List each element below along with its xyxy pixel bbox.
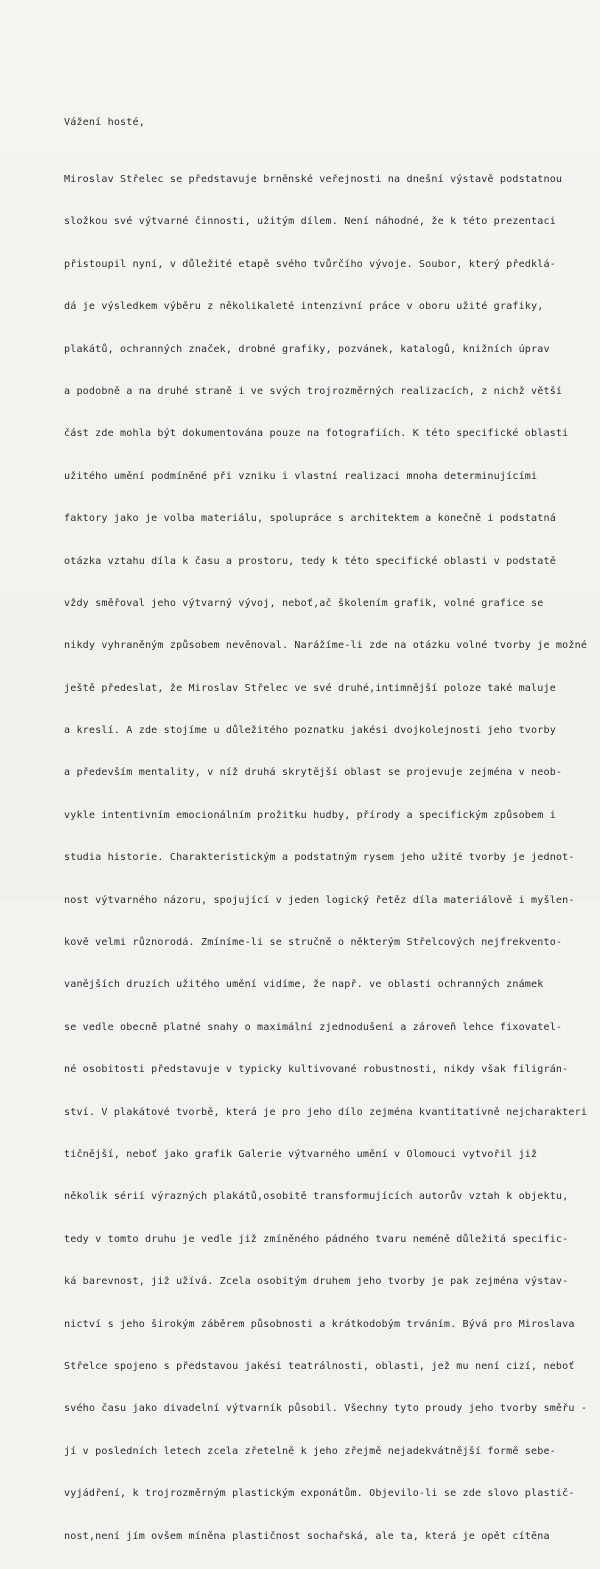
text-line: složkou své výtvarné činnosti, užitým dílem. Není náhodné, že k této prezentaci	[64, 216, 556, 228]
text-line: ství. V plakátové tvorbě, která je pro jeho dílo zejména kvantitativně nejcharakteri	[64, 1106, 588, 1118]
text-line: a kreslí. A zde stojíme u důležitého poznatku jakési dvojkolejnosti jeho tvorby	[64, 725, 556, 737]
text-line: nost,není jím ovšem míněna plastičnost sochařská, ale ta, která je opět cítěna	[64, 1530, 550, 1542]
text-line: Miroslav Střelec se představuje brněnské veřejnosti na dnešní výstavě podstatnou	[64, 174, 563, 185]
letter-body	[64, 148, 587, 1569]
text-line: jí v posledních letech zcela zřetelně k jeho zřejmě nejadekvátnější formě sebe-	[64, 1445, 556, 1457]
text-line: část zde mohla být dokumentována pouze na fotografiích. K této specifické oblasti	[64, 428, 569, 440]
text-line: nikdy vyhraněným způsobem nevěnoval. Narážíme-li zde na otázku volné tvorby je možné	[64, 640, 588, 652]
text-line: kově velmi různorodá. Zmíníme-li se stručně o některým Střelcových nejfrekvento-	[64, 937, 563, 949]
text-line: vykle intentivním emocionálním prožitku hudby, přírody a specifickým způsobem i	[64, 809, 556, 821]
text-line: otázka vztahu díla k času a prostoru, tedy k této specifické oblasti v podstatě	[64, 555, 556, 567]
text-line: studia historie. Charakteristickým a podstatným rysem jeho užité tvorby je jednot-	[64, 852, 575, 864]
text-line: ještě předeslat, že Miroslav Střelec ve své druhé,intimnější poloze také maluje	[64, 682, 556, 694]
text-line: nictví s jeho širokým záběrem působnosti a krátkodobým trváním. Bývá pro Miroslava	[64, 1318, 575, 1330]
text-line: užitého umění podmíněné při vzniku i vlastní realizaci mnoha determinujícími	[64, 470, 538, 482]
text-line: vždy směřoval jeho výtvarný vývoj, neboť,ač školením grafik, volné grafice se	[64, 597, 544, 609]
text-line: tedy v tomto druhu je vedle již zmíněného pádného tvaru neméně důležitá specific-	[64, 1233, 569, 1245]
salutation: Vážení hosté,	[64, 117, 145, 128]
text-line: nost výtvarného názoru, spojující v jeden logický řetěz díla materiálově i myšlen-	[64, 894, 575, 906]
text-line: několik sérií výrazných plakátů,osobitě transformujících autorův vztah k objektu,	[64, 1191, 569, 1203]
text-line: faktory jako je volba materiálu, spolupráce s architektem a konečně i podstatná	[64, 513, 556, 525]
text-line: vanějších druzích užitého umění vidíme, že např. ve oblasti ochranných známek	[64, 979, 544, 991]
text-line: ká barevnost, již užívá. Zcela osobitým druhem jeho tvorby je pak zejména výstav-	[64, 1276, 569, 1288]
text-line: a podobně a na druhé straně i ve svých trojrozměrných realizacích, z nichž větší	[64, 385, 563, 397]
text-line: tičnější, neboť jako grafik Galerie výtvarného umění v Olomouci vytvořil již	[64, 1148, 538, 1160]
text-line: dá je výsledkem výběru z několikaleté intenzivní práce v oboru užité grafiky,	[64, 301, 544, 313]
text-line: Střelce spojeno s představou jakési teatrálnosti, oblasti, jež mu není cizí, neboť	[64, 1360, 575, 1372]
text-line: a především mentality, v níž druhá skrytější oblast se projevuje zejména v neob-	[64, 767, 563, 779]
text-line: přistoupil nyní, v důležité etapě svého tvůrčího vývoje. Soubor, který předklá-	[64, 258, 556, 270]
text-line: svého času jako divadelní výtvarník působil. Všechny tyto proudy jeho tvorby směřu -	[64, 1403, 588, 1415]
text-line: plakátů, ochranných značek, drobné grafiky, pozvánek, katalogů, knižních úprav	[64, 343, 550, 355]
text-line: né osobitosti představuje v typicky kultivované robustnosti, nikdy však filigrán-	[64, 1064, 569, 1076]
text-line: se vedle obecně platné snahy o maximální zjednodušení a zároveň lehce fixovatel-	[64, 1021, 563, 1033]
text-line: vyjádření, k trojrozměrným plastickým exponátům. Objevilo-li se zde slovo plastič-	[64, 1488, 575, 1500]
